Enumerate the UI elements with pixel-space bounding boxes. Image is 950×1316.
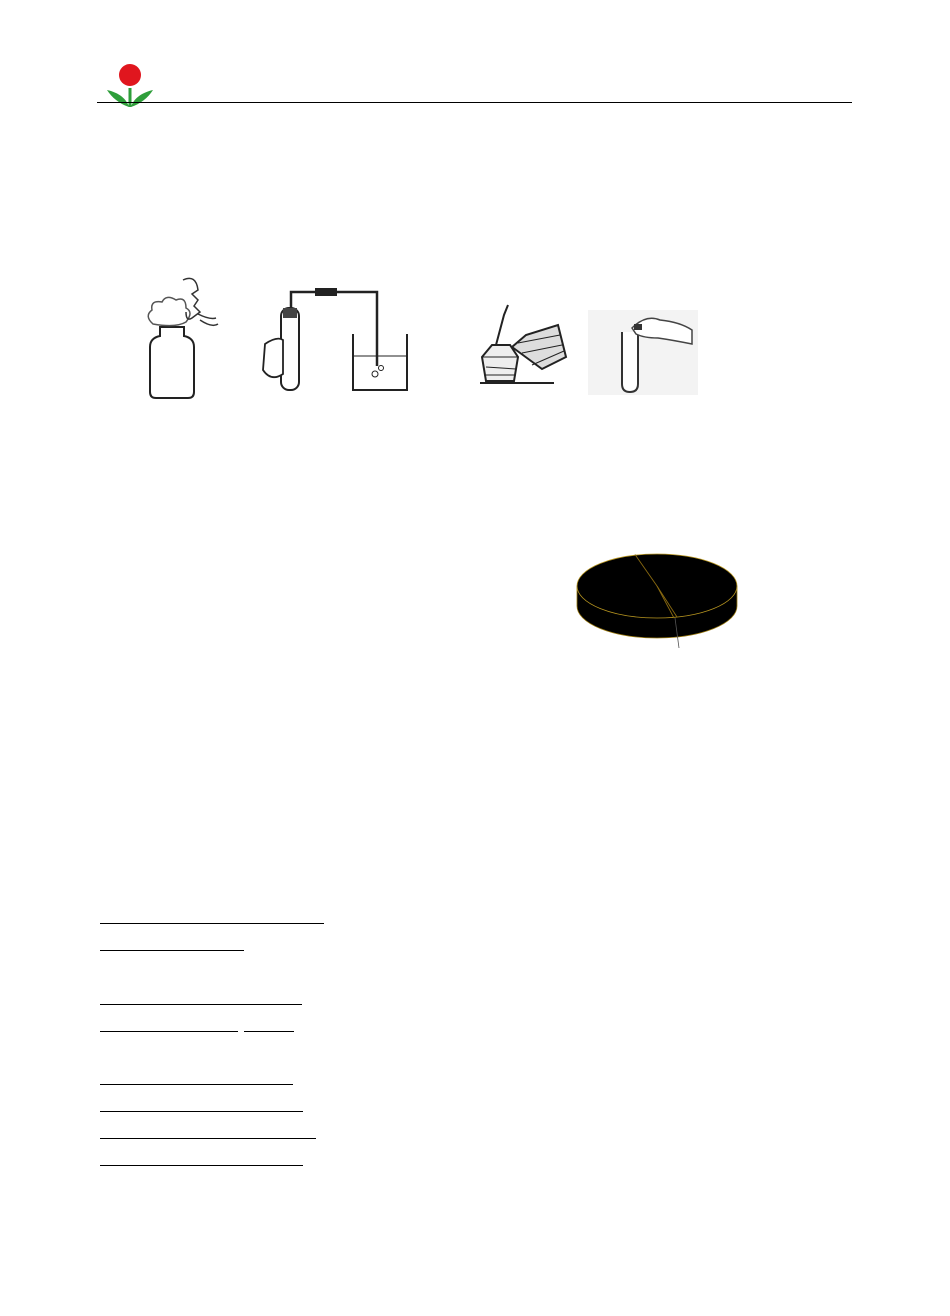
experiment-smell-gas [128, 272, 228, 402]
answer-blank[interactable] [132, 909, 164, 924]
answer-blank[interactable] [200, 909, 236, 924]
answer-blank[interactable] [138, 990, 198, 1005]
answer-blank[interactable] [164, 909, 200, 924]
answer-blank[interactable] [100, 1070, 293, 1085]
q20-item-2 [100, 1097, 303, 1116]
q19-row-2 [100, 1017, 294, 1036]
q18-row-1 [100, 909, 324, 928]
answer-blank[interactable] [132, 936, 170, 951]
answer-blank[interactable] [198, 990, 242, 1005]
experiment-check-airtightness [257, 278, 427, 398]
answer-blank[interactable] [208, 936, 244, 951]
answer-blank[interactable] [100, 1097, 303, 1112]
q20-item-4 [100, 1151, 303, 1170]
answer-blank[interactable] [100, 909, 132, 924]
answer-blank[interactable] [236, 909, 272, 924]
answer-blank[interactable] [272, 909, 324, 924]
answer-blank[interactable] [242, 990, 302, 1005]
answer-blank[interactable] [100, 1017, 148, 1032]
answer-blank[interactable] [244, 1017, 294, 1032]
answer-blank[interactable] [100, 936, 132, 951]
answer-blank[interactable] [100, 1124, 316, 1139]
air-composition-pie [575, 540, 740, 665]
q20-item-1 [100, 1070, 293, 1089]
q18-row-2 [100, 936, 244, 955]
q20-item-3 [100, 1124, 316, 1143]
experiment-light-alcohol-lamp [462, 295, 572, 395]
answer-blank[interactable] [148, 1017, 198, 1032]
answer-blank[interactable] [198, 1017, 238, 1032]
answer-blank[interactable] [100, 990, 138, 1005]
answer-blank[interactable] [170, 936, 208, 951]
header-rule [97, 102, 852, 103]
answer-blank[interactable] [100, 1151, 303, 1166]
experiment-take-solid [588, 310, 698, 395]
q19-row-1 [100, 990, 302, 1009]
